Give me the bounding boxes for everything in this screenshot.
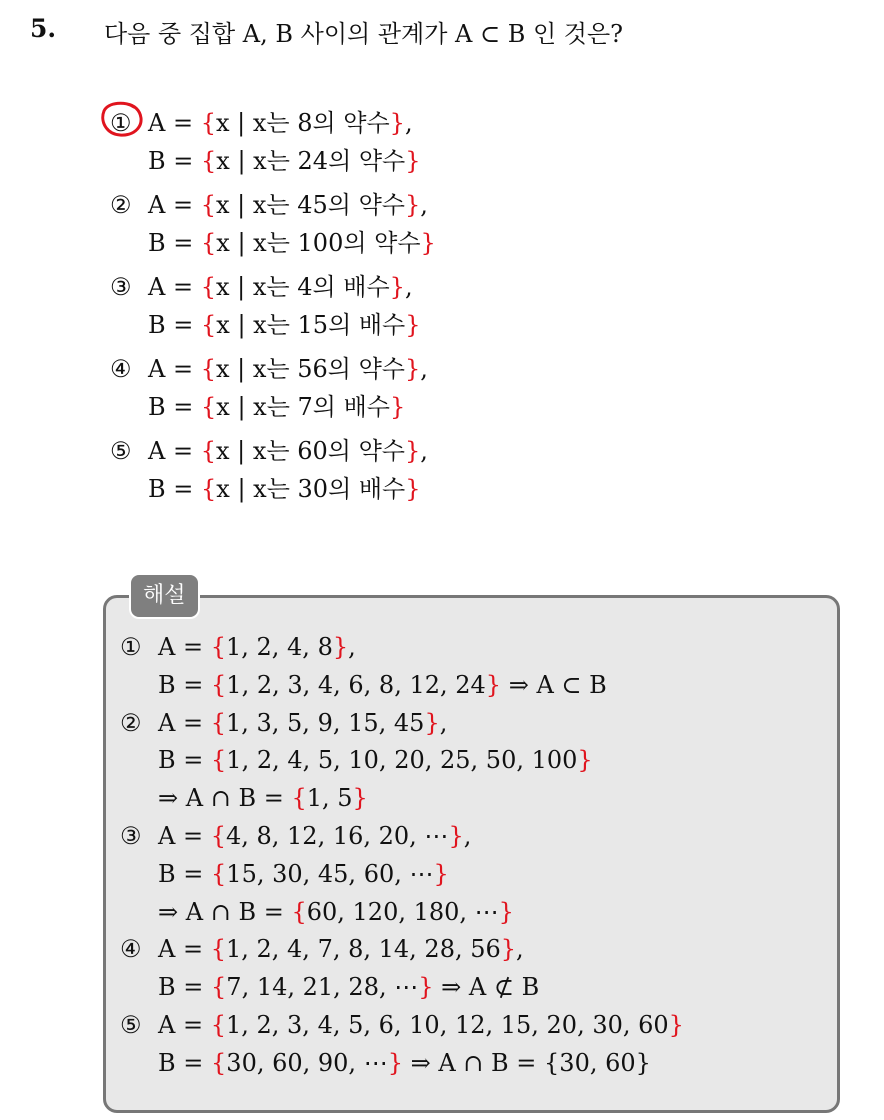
solution-lines: [120, 629, 684, 1083]
solution-tag: 해설: [129, 573, 200, 619]
solution-line: ④ A = {1, 2, 4, 7, 8, 14, 28, 56},: [120, 935, 524, 964]
solution-line: B = {15, 30, 45, 60, ⋯}: [158, 859, 449, 888]
choice-number: ①: [110, 109, 132, 137]
choice-number: ③: [110, 273, 132, 301]
choice-3[interactable]: ③ A = {x | x는 4의 배수}, B = {x | x는 15의 배수}: [110, 268, 436, 344]
solution-line: ⑤ A = {1, 2, 3, 4, 5, 6, 10, 12, 15, 20, 30, 60}: [120, 1010, 684, 1039]
solution-line: B = {7, 14, 21, 28, ⋯} ⇒ A ⊄ B: [158, 973, 540, 1002]
solution-line: ③ A = {4, 8, 12, 16, 20, ⋯},: [120, 821, 472, 850]
question-number: 5.: [30, 14, 57, 43]
solution-line: B = {1, 2, 4, 5, 10, 20, 25, 50, 100}: [158, 746, 593, 775]
choice-4[interactable]: ④ A = {x | x는 56의 약수}, B = {x | x는 7의 배수}: [110, 350, 436, 426]
choice-number: ②: [110, 191, 132, 219]
choice-2[interactable]: ② A = {x | x는 45의 약수}, B = {x | x는 100의 약수}: [110, 186, 436, 262]
choice-list: [110, 104, 436, 514]
choice-number: ④: [110, 355, 132, 383]
choice-1[interactable]: ① A = {x | x는 8의 약수}, B = {x | x는 24의 약수}: [110, 104, 436, 180]
solution-line: ① A = {1, 2, 4, 8},: [120, 633, 356, 661]
solution-line: B = {1, 2, 3, 4, 6, 8, 12, 24} ⇒ A ⊂ B: [158, 670, 607, 699]
solution-line: ⇒ A ∩ B = {60, 120, 180, ⋯}: [158, 897, 514, 926]
solution-line: ⇒ A ∩ B = {1, 5}: [158, 784, 368, 813]
choice-number: ⑤: [110, 437, 132, 465]
solution-line: ② A = {1, 3, 5, 9, 15, 45},: [120, 708, 448, 737]
solution-line: B = {30, 60, 90, ⋯} ⇒ A ∩ B = {30, 60}: [158, 1048, 651, 1077]
choice-5[interactable]: ⑤ A = {x | x는 60의 약수}, B = {x | x는 30의 배수}: [110, 432, 436, 508]
question-text: 다음 중 집합 A, B 사이의 관계가 A ⊂ B 인 것은?: [104, 20, 624, 48]
